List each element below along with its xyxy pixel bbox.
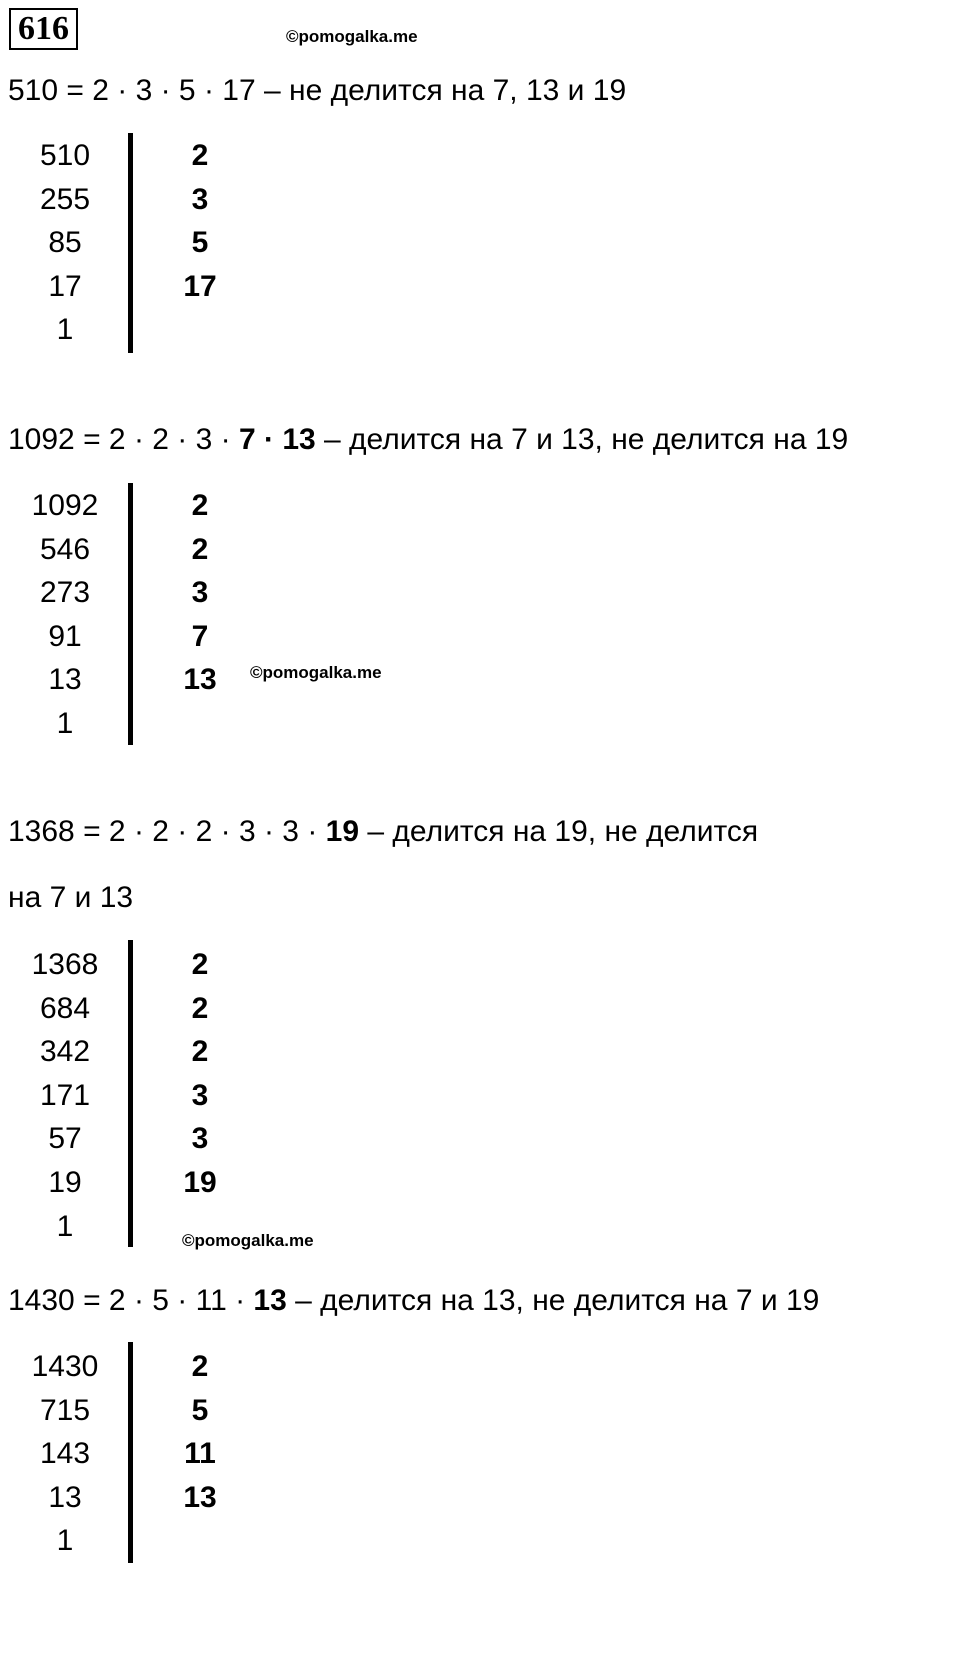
prime-divisor: 3 [191,576,209,610]
equation-bold-segment: 7 · 13 [238,423,316,456]
prime-divisor: 11 [184,1437,216,1471]
equation-segment: – делится на 7 и 13, не делится на 19 [315,423,849,456]
watermark: ©pomogalka.me [182,1231,314,1250]
dividend: 19 [48,1166,82,1199]
prime-divisor: 3 [191,1122,209,1156]
prime-divisor: 3 [191,182,209,216]
dividend: 143 [39,1437,91,1471]
prime-divisor: 17 [183,269,217,303]
equation-segment: – делится на 19, не делится [359,815,759,848]
dividend: 1 [56,1209,74,1243]
division-line [128,483,133,745]
prime-divisor: 2 [191,991,209,1025]
dividend: 57 [48,1122,82,1156]
division-line [128,133,133,353]
prime-divisor: 2 [191,532,209,566]
prime-divisor: 2 [191,1035,209,1069]
dividend: 510 [39,139,91,172]
dividend: 85 [48,226,82,260]
prime-divisor: 2 [191,948,209,981]
dividend: 91 [48,619,82,653]
division-line [128,940,133,1247]
dividend: 1 [56,313,74,347]
equation-segment: 1368 = 2 · 2 · 2 · 3 · 3 · [8,815,326,848]
equation-segment: на 7 и 13 [8,881,134,914]
dividend: 171 [39,1078,91,1112]
equation-segment: – делится на 13, не делится на 7 и 19 [286,1284,820,1317]
watermark: ©pomogalka.me [286,27,418,46]
dividend: 255 [39,182,91,216]
equation-segment: 1092 = 2 · 2 · 3 · [8,423,239,456]
dividend: 684 [39,991,91,1025]
prime-divisor: 13 [183,1480,217,1514]
prime-divisor: 2 [191,139,209,172]
equation-segment: 510 = 2 · 3 · 5 · 17 – не делится на 7, 13 и 19 [8,74,627,107]
dividend: 342 [39,1035,91,1069]
equation-bold-segment: 19 [325,815,360,848]
prime-divisor: 7 [191,619,209,653]
prime-divisor: 5 [191,1393,209,1427]
division-line [128,1342,133,1563]
problem-number: 616 [9,8,78,50]
dividend: 1 [56,707,74,740]
equation-bold-segment: 13 [253,1284,287,1317]
prime-divisor: 3 [191,1078,209,1112]
prime-divisor: 5 [191,226,209,260]
watermark: ©pomogalka.me [250,663,382,682]
dividend: 13 [48,1480,82,1514]
dividend: 1 [56,1524,74,1558]
dividend: 715 [39,1393,91,1427]
prime-divisor: 19 [183,1166,217,1199]
equation-line [8,1283,819,1319]
dividend: 13 [48,663,82,697]
equation-line [8,73,626,109]
dividend: 17 [48,269,82,303]
equation-line [8,422,848,458]
dividend: 1092 [31,489,99,522]
prime-divisor: 2 [191,489,209,522]
prime-divisor: 13 [183,663,217,697]
equation-segment: 1430 = 2 · 5 · 11 · [8,1284,254,1317]
equation-line [8,814,758,850]
dividend: 1368 [31,948,99,981]
dividend: 546 [39,532,91,566]
equation-line [8,880,133,916]
prime-divisor: 2 [191,1350,209,1383]
dividend: 273 [39,576,91,610]
dividend: 1430 [31,1350,99,1383]
